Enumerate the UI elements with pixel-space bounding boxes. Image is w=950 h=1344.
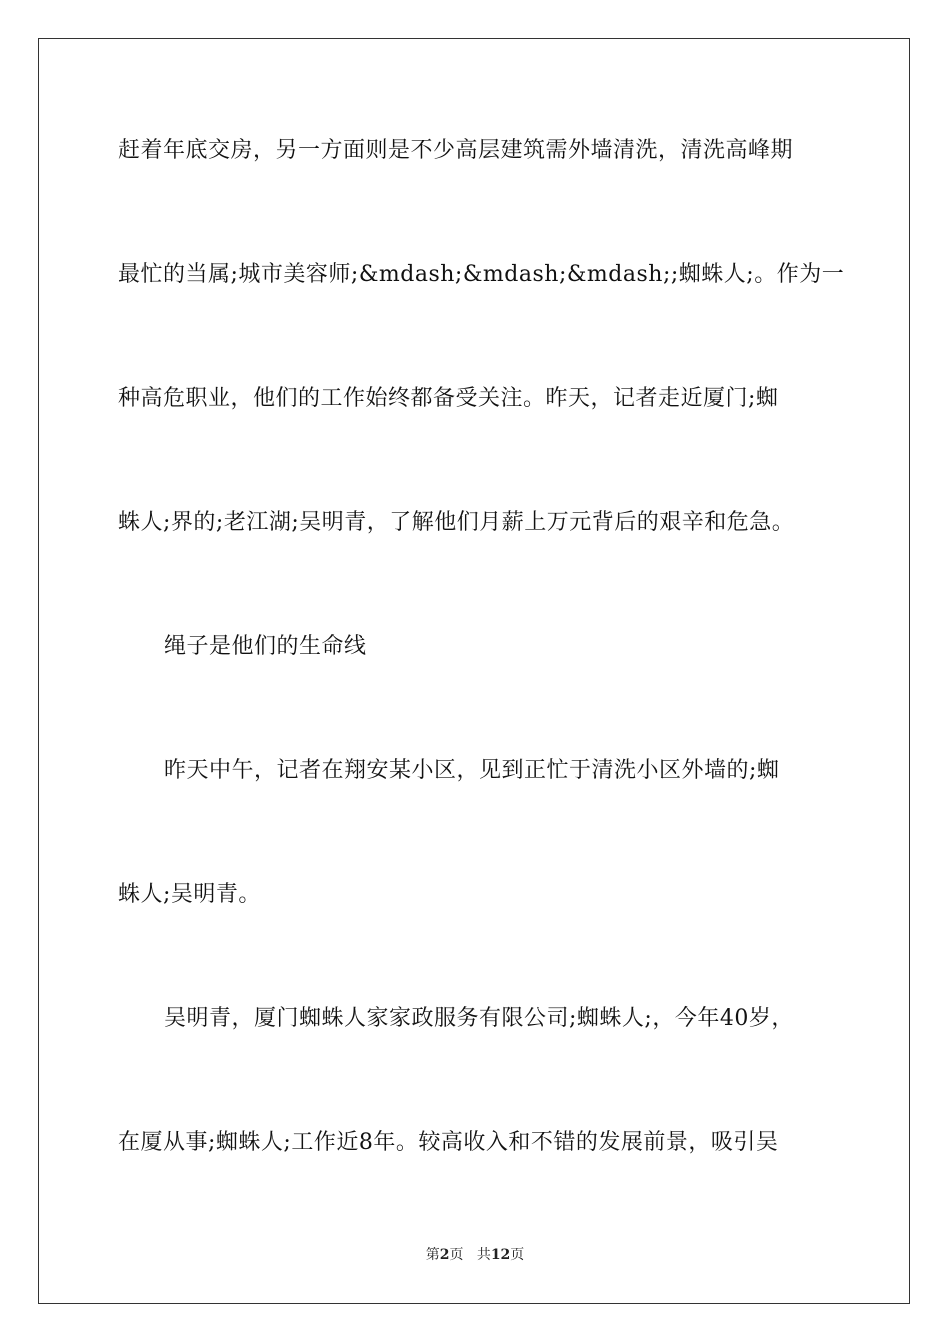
- text-line-6: 昨天中午，记者在翔安某小区，见到正忙于清洗小区外墙的;蜘: [164, 758, 780, 783]
- current-page-number: 2: [439, 1247, 450, 1263]
- page-frame: [38, 38, 910, 1304]
- total-pages-number: 12: [490, 1247, 511, 1263]
- text-line-4: 蛛人;界的;老江湖;吴明青，了解他们月薪上万元背后的艰辛和危急。: [118, 510, 795, 535]
- text-line-2: 最忙的当属;城市美容师;&mdash;&mdash;&mdash;;蜘蛛人;。作为一: [118, 262, 845, 287]
- text-line-3: 种高危职业，他们的工作始终都备受关注。昨天，记者走近厦门;蜘: [118, 386, 779, 411]
- footer-total-suffix: 页: [510, 1247, 525, 1263]
- text-line-1: 赶着年底交房，另一方面则是不少高层建筑需外墙清洗，清洗高峰期: [118, 138, 794, 163]
- footer-total-prefix: 共: [476, 1247, 491, 1263]
- text-line-8: 吴明青，厦门蜘蛛人家家政服务有限公司;蜘蛛人;，今年40岁，: [164, 1006, 794, 1031]
- footer-prefix: 第: [425, 1247, 440, 1263]
- footer-page-suffix: 页: [449, 1247, 464, 1263]
- text-line-7: 蛛人;吴明青。: [118, 882, 261, 907]
- page-footer: [0, 1246, 950, 1264]
- text-line-9: 在厦从事;蜘蛛人;工作近8年。较高收入和不错的发展前景，吸引吴: [118, 1130, 779, 1155]
- section-heading: 绳子是他们的生命线: [164, 634, 367, 659]
